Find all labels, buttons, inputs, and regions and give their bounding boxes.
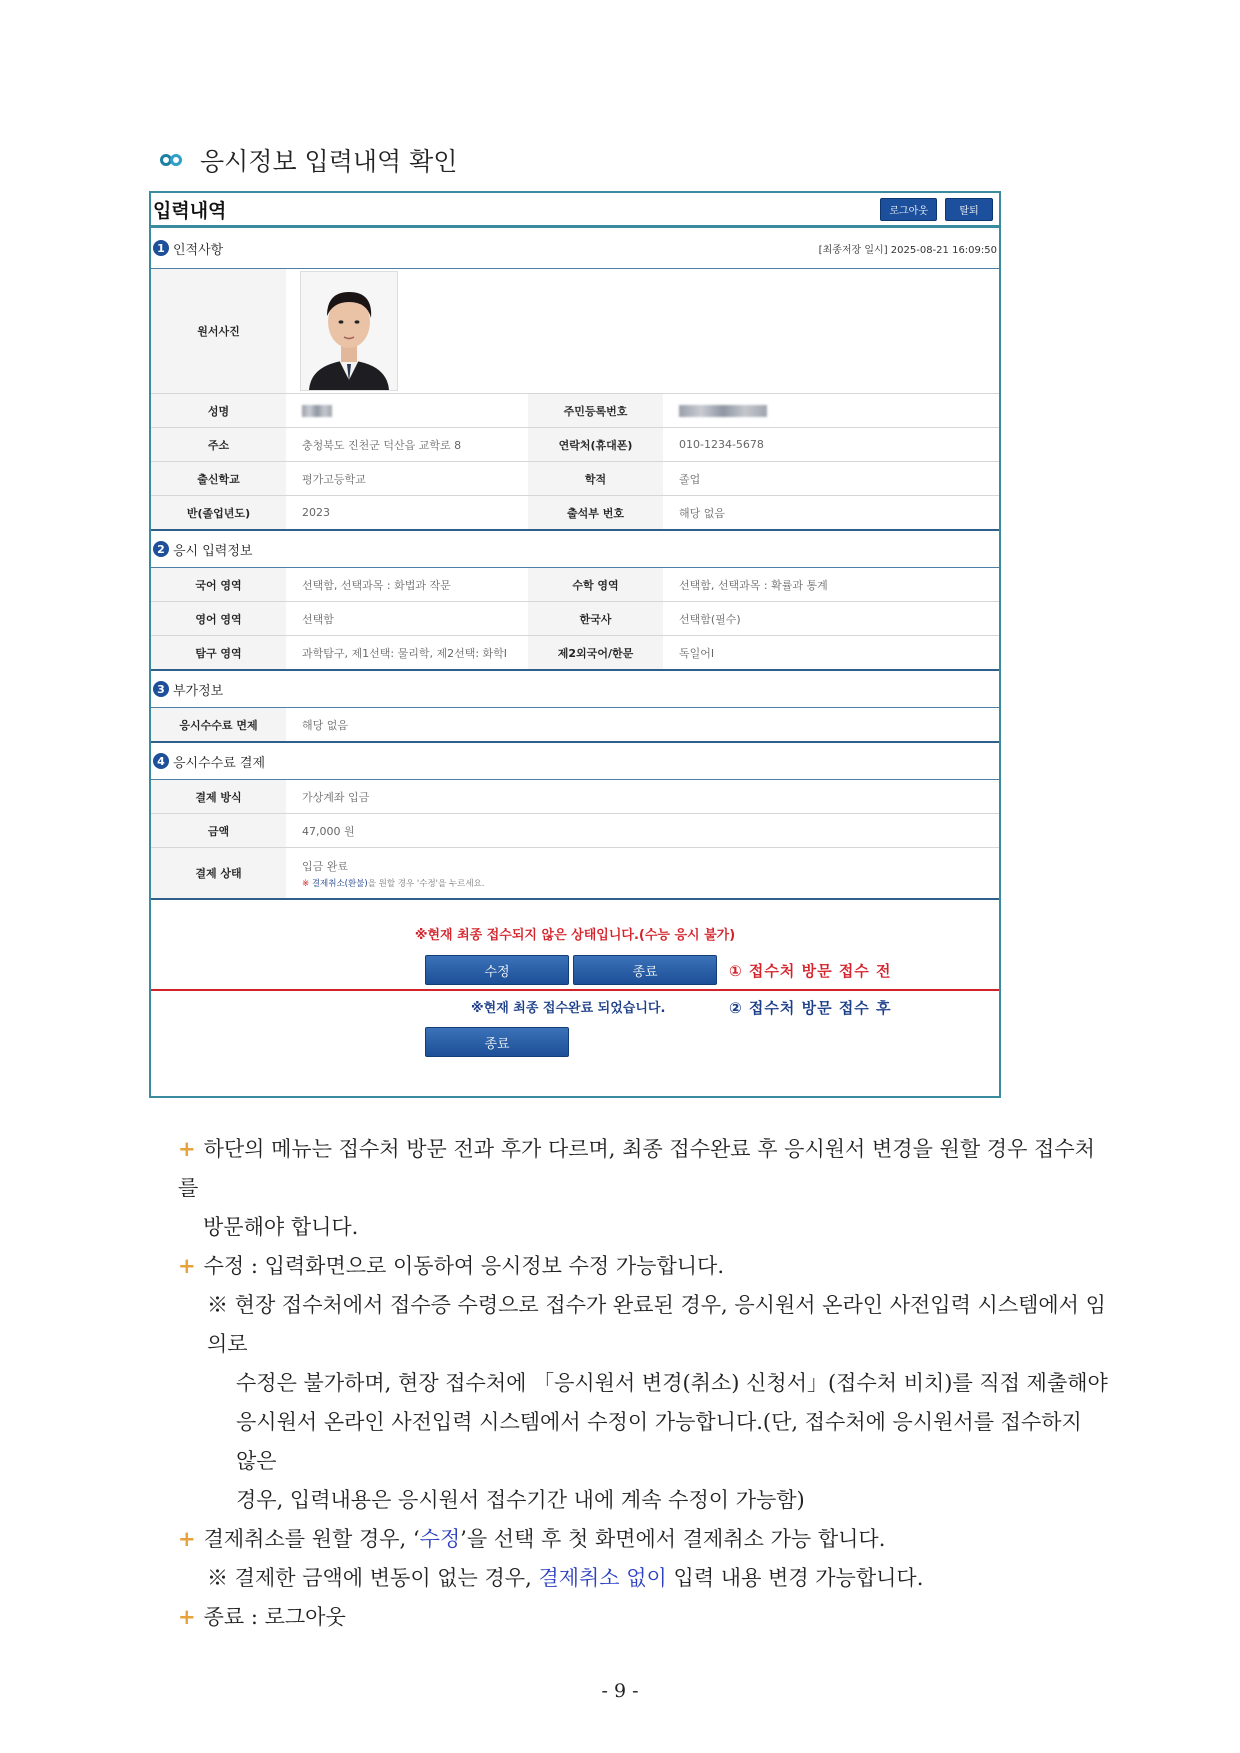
note-item bbox=[178, 1403, 1108, 1481]
status-label: 학적 bbox=[528, 462, 663, 496]
plus-icon: + bbox=[178, 1527, 196, 1551]
name-label: 성명 bbox=[151, 394, 286, 428]
heading-text: 응시정보 입력내역 확인 bbox=[200, 147, 458, 176]
note-item bbox=[178, 1208, 1108, 1247]
after-button-row bbox=[425, 1027, 999, 1057]
table-row bbox=[151, 636, 999, 671]
rrn-label: 주민등록번호 bbox=[528, 394, 663, 428]
table-row bbox=[151, 269, 999, 394]
frame-title: 입력내역 bbox=[153, 199, 227, 222]
table-row bbox=[151, 568, 999, 602]
section-title: 인적사항 bbox=[173, 242, 224, 258]
phone-label: 연락처(휴대폰) bbox=[528, 428, 663, 462]
edit-button[interactable]: 수정 bbox=[425, 955, 569, 985]
frame-header bbox=[151, 193, 999, 228]
address-value: 충청북도 진천군 덕산읍 교학로 8 bbox=[286, 428, 528, 462]
note-text: 하단의 메뉴는 접수처 방문 전과 후가 다르며, 최종 접수완료 후 응시원서 변경을 원할 경우 접수처를 bbox=[178, 1137, 1095, 1200]
note-text: ※ 결제한 금액에 변동이 없는 경우, bbox=[207, 1566, 539, 1590]
section-payment bbox=[151, 743, 999, 780]
hint-prefix: ※ bbox=[302, 878, 312, 889]
not-registered-warning: ※현재 최종 접수되지 않은 상태입니다.(수능 응시 불가) bbox=[414, 928, 736, 943]
note-text: 수정은 불가하며, 현장 접수처에 「응시원서 변경(취소) 신청서」(접수처 비치)를 직접 제출해야 bbox=[236, 1371, 1108, 1395]
state-cell bbox=[286, 848, 999, 900]
foreign-value: 독일어I bbox=[663, 636, 999, 671]
link-rings-icon bbox=[160, 152, 186, 168]
section-number-badge: 3 bbox=[153, 681, 169, 697]
inquiry-label: 탐구 영역 bbox=[151, 636, 286, 671]
table-row bbox=[151, 848, 999, 900]
section-title: 응시수수료 결제 bbox=[173, 755, 266, 771]
section-title: 부가정보 bbox=[173, 683, 224, 699]
method-value: 가상계좌 입금 bbox=[286, 780, 999, 814]
header-buttons bbox=[880, 198, 993, 221]
section-exam bbox=[151, 531, 999, 568]
table-row bbox=[151, 496, 999, 531]
edit-link: 수정 bbox=[419, 1527, 461, 1551]
foreign-label: 제2외국어/한문 bbox=[528, 636, 663, 671]
before-button-row bbox=[425, 955, 999, 985]
plus-icon: + bbox=[178, 1254, 196, 1278]
section-heading bbox=[160, 142, 457, 178]
hint-suffix: 을 원할 경우 '수정'을 누르세요. bbox=[367, 878, 485, 889]
refund-link[interactable]: 결제취소(환불) bbox=[311, 878, 368, 889]
note-item bbox=[178, 1130, 1108, 1208]
note-text: 수정 : 입력화면으로 이동하여 응시정보 수정 가능합니다. bbox=[203, 1254, 724, 1278]
last-saved-timestamp: [최종저장 일시] 2025-08-21 16:09:50 bbox=[818, 244, 997, 256]
section-personal bbox=[151, 228, 999, 269]
section-extra bbox=[151, 671, 999, 708]
note-item bbox=[178, 1559, 1108, 1598]
note-text: ’을 선택 후 첫 화면에서 결제취소 가능 합니다. bbox=[460, 1527, 886, 1551]
school-value: 평가고등학교 bbox=[286, 462, 528, 496]
logout-button[interactable]: 로그아웃 bbox=[880, 198, 937, 221]
note-item bbox=[178, 1286, 1108, 1364]
roll-value: 해당 없음 bbox=[663, 496, 999, 531]
after-visit-annotation: ② 접수처 방문 접수 후 bbox=[729, 999, 892, 1017]
table-row bbox=[151, 708, 999, 742]
korean-value: 선택함, 선택과목 : 화법과 작문 bbox=[286, 568, 528, 602]
state-value: 입금 완료 bbox=[302, 859, 349, 873]
close-button[interactable]: 종료 bbox=[573, 955, 717, 985]
table-row bbox=[151, 462, 999, 496]
history-label: 한국사 bbox=[528, 602, 663, 636]
class-value: 2023 bbox=[286, 496, 528, 531]
english-value: 선택함 bbox=[286, 602, 528, 636]
note-text: 결제취소를 원할 경우, ‘ bbox=[203, 1527, 420, 1551]
amount-value: 47,000 원 bbox=[286, 814, 999, 848]
note-text: 응시원서 온라인 사전입력 시스템에서 수정이 가능합니다.(단, 접수처에 응시원서를 접수하지 않은 bbox=[236, 1410, 1082, 1473]
screenshot-frame bbox=[149, 191, 1001, 1098]
inquiry-value: 과학탐구, 제1선택: 물리학, 제2선택: 화학I bbox=[286, 636, 528, 671]
extra-table bbox=[151, 708, 999, 743]
before-visit-annotation: ① 접수처 방문 접수 전 bbox=[729, 961, 892, 980]
notes bbox=[178, 1130, 1108, 1637]
note-item bbox=[178, 1247, 1108, 1286]
korean-label: 국어 영역 bbox=[151, 568, 286, 602]
section-number-badge: 1 bbox=[153, 240, 169, 256]
redacted-name bbox=[302, 405, 332, 417]
math-label: 수학 영역 bbox=[528, 568, 663, 602]
note-text: ※ 현장 접수처에서 접수증 수령으로 접수가 완료된 경우, 응시원서 온라인 사전입력 시스템에서 임의로 bbox=[207, 1293, 1106, 1356]
note-text: 입력 내용 변경 가능합니다. bbox=[666, 1566, 924, 1590]
table-row bbox=[151, 602, 999, 636]
plus-icon: + bbox=[178, 1605, 196, 1629]
status-value: 졸업 bbox=[663, 462, 999, 496]
fee-exempt-value: 해당 없음 bbox=[286, 708, 999, 742]
applicant-photo bbox=[300, 271, 398, 391]
section-title: 응시 입력정보 bbox=[173, 543, 253, 559]
note-item bbox=[178, 1598, 1108, 1637]
fee-exempt-label: 응시수수료 면제 bbox=[151, 708, 286, 742]
rrn-value bbox=[663, 394, 999, 428]
note-item bbox=[178, 1364, 1108, 1403]
math-value: 선택함, 선택과목 : 확률과 통계 bbox=[663, 568, 999, 602]
note-item bbox=[178, 1481, 1108, 1520]
phone-value: 010-1234-5678 bbox=[663, 428, 999, 462]
table-row bbox=[151, 780, 999, 814]
class-label: 반(졸업년도) bbox=[151, 496, 286, 531]
address-label: 주소 bbox=[151, 428, 286, 462]
redacted-rrn bbox=[679, 405, 767, 417]
personal-table bbox=[151, 269, 999, 531]
table-row bbox=[151, 428, 999, 462]
note-text: 방문해야 합니다. bbox=[203, 1215, 359, 1239]
exam-table bbox=[151, 568, 999, 671]
registered-message: ※현재 최종 접수완료 되었습니다. bbox=[471, 1001, 666, 1016]
page-number: - 9 - bbox=[601, 1680, 639, 1702]
section-number-badge: 2 bbox=[153, 541, 169, 557]
section-number-badge: 4 bbox=[153, 753, 169, 769]
history-value: 선택함(필수) bbox=[663, 602, 999, 636]
no-cancel-link: 결제취소 없이 bbox=[538, 1566, 667, 1590]
after-visit-area bbox=[151, 991, 999, 1027]
table-row bbox=[151, 394, 999, 428]
photo-label: 원서사진 bbox=[151, 269, 286, 394]
note-text: 종료 : 로그아웃 bbox=[203, 1605, 346, 1629]
plus-icon: + bbox=[178, 1137, 196, 1161]
payment-table bbox=[151, 780, 999, 900]
english-label: 영어 영역 bbox=[151, 602, 286, 636]
table-row bbox=[151, 814, 999, 848]
note-text: 경우, 입력내용은 응시원서 접수기간 내에 계속 수정이 가능함) bbox=[236, 1488, 805, 1512]
state-label: 결제 상태 bbox=[151, 848, 286, 900]
close-button-after[interactable]: 종료 bbox=[425, 1027, 569, 1057]
name-value bbox=[286, 394, 528, 428]
method-label: 결제 방식 bbox=[151, 780, 286, 814]
refund-hint bbox=[302, 877, 999, 889]
withdraw-button[interactable]: 탈퇴 bbox=[945, 198, 993, 221]
amount-label: 금액 bbox=[151, 814, 286, 848]
roll-label: 출석부 번호 bbox=[528, 496, 663, 531]
note-item bbox=[178, 1520, 1108, 1559]
school-label: 출신학교 bbox=[151, 462, 286, 496]
